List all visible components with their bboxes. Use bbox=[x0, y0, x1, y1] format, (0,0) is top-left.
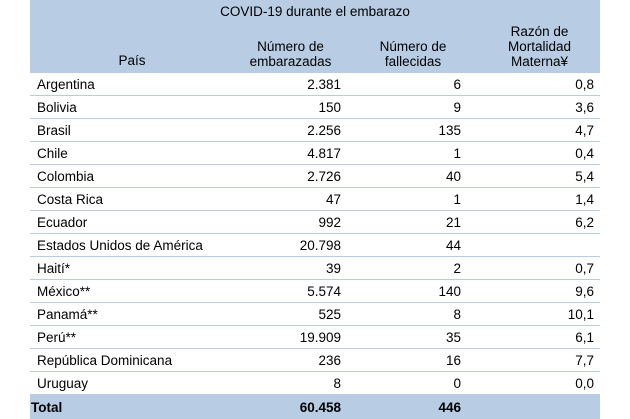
cell-embarazadas: 150 bbox=[234, 96, 359, 119]
table-row bbox=[30, 349, 600, 372]
cell-razon: 1,4 bbox=[479, 188, 600, 211]
cell-razon: 4,7 bbox=[479, 119, 600, 142]
cell-embarazadas: 992 bbox=[234, 211, 359, 234]
table-row bbox=[30, 73, 600, 96]
cell-razon: 6,1 bbox=[479, 326, 600, 349]
table-footer bbox=[30, 395, 600, 419]
cell-embarazadas: 525 bbox=[234, 303, 359, 326]
total-row bbox=[30, 395, 600, 419]
column-header-fallecidas-line2: fallecidas bbox=[384, 54, 442, 70]
column-header-fallecidas-line1: Número de bbox=[379, 39, 447, 55]
cell-fallecidas: 9 bbox=[359, 96, 479, 119]
cell-embarazadas: 47 bbox=[234, 188, 359, 211]
cell-embarazadas: 2.381 bbox=[234, 73, 359, 96]
covid-pregnancy-table bbox=[30, 0, 600, 419]
table-row bbox=[30, 280, 600, 303]
cell-fallecidas: 16 bbox=[359, 349, 479, 372]
table-row bbox=[30, 372, 600, 395]
cell-razon: 10,1 bbox=[479, 303, 600, 326]
cell-embarazadas: 39 bbox=[234, 257, 359, 280]
column-header-razon-line1: Razón de bbox=[510, 24, 569, 39]
column-header-razon-line2: Mortalidad bbox=[508, 39, 572, 55]
table-row bbox=[30, 96, 600, 119]
cell-embarazadas: 2.256 bbox=[234, 119, 359, 142]
table-row bbox=[30, 165, 600, 188]
column-header-embarazadas-line1: Número de bbox=[257, 39, 324, 55]
total-fallecidas: 446 bbox=[359, 395, 479, 419]
cell-razon bbox=[479, 234, 600, 257]
cell-fallecidas: 35 bbox=[359, 326, 479, 349]
cell-fallecidas: 1 bbox=[359, 142, 479, 165]
cell-pais: Ecuador bbox=[30, 211, 234, 234]
cell-razon: 0,7 bbox=[479, 257, 600, 280]
cell-pais: Chile bbox=[30, 142, 234, 165]
covid-pregnancy-table-container bbox=[30, 0, 600, 419]
total-label: Total bbox=[30, 395, 234, 419]
cell-fallecidas: 44 bbox=[359, 234, 479, 257]
cell-razon: 0,4 bbox=[479, 142, 600, 165]
table-row bbox=[30, 188, 600, 211]
cell-embarazadas: 2.726 bbox=[234, 165, 359, 188]
table-row bbox=[30, 142, 600, 165]
cell-embarazadas: 19.909 bbox=[234, 326, 359, 349]
cell-razon: 0,8 bbox=[479, 73, 600, 96]
cell-pais: Estados Unidos de América bbox=[30, 234, 234, 257]
column-header-fallecidas bbox=[359, 24, 479, 73]
cell-fallecidas: 0 bbox=[359, 372, 479, 395]
column-header-razon-line3: Materna¥ bbox=[510, 54, 569, 70]
cell-pais: Uruguay bbox=[30, 372, 234, 395]
cell-razon: 6,2 bbox=[479, 211, 600, 234]
cell-fallecidas: 135 bbox=[359, 119, 479, 142]
total-embarazadas: 60.458 bbox=[234, 395, 359, 419]
cell-fallecidas: 40 bbox=[359, 165, 479, 188]
table-title: COVID-19 durante el embarazo bbox=[30, 0, 600, 24]
cell-pais: Panamá** bbox=[30, 303, 234, 326]
cell-embarazadas: 20.798 bbox=[234, 234, 359, 257]
cell-fallecidas: 21 bbox=[359, 211, 479, 234]
table-row bbox=[30, 119, 600, 142]
cell-fallecidas: 1 bbox=[359, 188, 479, 211]
column-header-embarazadas bbox=[234, 24, 359, 73]
cell-razon: 0,0 bbox=[479, 372, 600, 395]
cell-fallecidas: 140 bbox=[359, 280, 479, 303]
column-header-razon-mortalidad-materna bbox=[479, 24, 600, 73]
cell-fallecidas: 2 bbox=[359, 257, 479, 280]
column-header-pais: País bbox=[30, 24, 234, 73]
table-row bbox=[30, 257, 600, 280]
total-razon bbox=[479, 395, 600, 419]
table-column-header-row bbox=[30, 24, 600, 73]
table-title-row bbox=[30, 0, 600, 24]
cell-embarazadas: 8 bbox=[234, 372, 359, 395]
column-header-embarazadas-line2: embarazadas bbox=[249, 54, 332, 70]
cell-pais: Perú** bbox=[30, 326, 234, 349]
table-body bbox=[30, 73, 600, 395]
cell-razon: 9,6 bbox=[479, 280, 600, 303]
cell-razon: 7,7 bbox=[479, 349, 600, 372]
cell-fallecidas: 8 bbox=[359, 303, 479, 326]
cell-pais: Costa Rica bbox=[30, 188, 234, 211]
table-row bbox=[30, 303, 600, 326]
cell-pais: México** bbox=[30, 280, 234, 303]
table-row bbox=[30, 234, 600, 257]
table-header bbox=[30, 0, 600, 73]
cell-pais: Colombia bbox=[30, 165, 234, 188]
cell-razon: 5,4 bbox=[479, 165, 600, 188]
table-row bbox=[30, 326, 600, 349]
cell-razon: 3,6 bbox=[479, 96, 600, 119]
cell-pais: Bolivia bbox=[30, 96, 234, 119]
cell-pais: Haití* bbox=[30, 257, 234, 280]
cell-embarazadas: 5.574 bbox=[234, 280, 359, 303]
cell-embarazadas: 4.817 bbox=[234, 142, 359, 165]
cell-fallecidas: 6 bbox=[359, 73, 479, 96]
table-row bbox=[30, 211, 600, 234]
cell-pais: Brasil bbox=[30, 119, 234, 142]
cell-pais: Argentina bbox=[30, 73, 234, 96]
cell-embarazadas: 236 bbox=[234, 349, 359, 372]
cell-pais: República Dominicana bbox=[30, 349, 234, 372]
